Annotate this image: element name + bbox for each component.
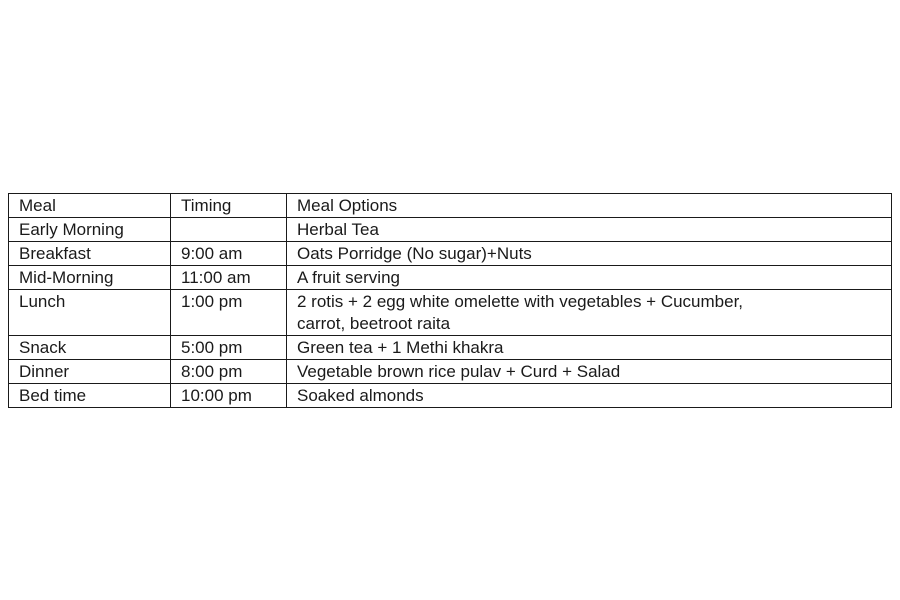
meal-cell: Early Morning: [9, 218, 171, 242]
table-header-row: [9, 194, 892, 218]
options-cell: Oats Porridge (No sugar)+Nuts: [287, 242, 892, 266]
options-line-1: 2 rotis + 2 egg white omelette with vegetables + Cucumber,: [297, 292, 744, 311]
timing-cell: 10:00 pm: [171, 384, 287, 408]
meal-cell: Mid-Morning: [9, 266, 171, 290]
table-row: [9, 384, 892, 408]
options-cell: [287, 290, 892, 336]
header-timing: Timing: [171, 194, 287, 218]
timing-cell: 1:00 pm: [171, 290, 287, 336]
options-cell: A fruit serving: [287, 266, 892, 290]
timing-cell: 11:00 am: [171, 266, 287, 290]
options-cell: Vegetable brown rice pulav + Curd + Salad: [287, 360, 892, 384]
timing-cell: 9:00 am: [171, 242, 287, 266]
timing-cell: 5:00 pm: [171, 336, 287, 360]
meal-plan-table: [8, 193, 892, 408]
meal-cell: Lunch: [9, 290, 171, 336]
meal-cell: Breakfast: [9, 242, 171, 266]
table-row: [9, 218, 892, 242]
options-cell: Soaked almonds: [287, 384, 892, 408]
table-row: [9, 336, 892, 360]
table-row: [9, 242, 892, 266]
options-cell: Green tea + 1 Methi khakra: [287, 336, 892, 360]
table-row: [9, 290, 892, 336]
timing-cell: [171, 218, 287, 242]
table-row: [9, 266, 892, 290]
header-meal-options: Meal Options: [287, 194, 892, 218]
table-row: [9, 360, 892, 384]
timing-cell: 8:00 pm: [171, 360, 287, 384]
meal-cell: Snack: [9, 336, 171, 360]
meal-cell: Bed time: [9, 384, 171, 408]
options-line-2: carrot, beetroot raita: [297, 314, 451, 333]
meal-cell: Dinner: [9, 360, 171, 384]
options-cell: Herbal Tea: [287, 218, 892, 242]
header-meal: Meal: [9, 194, 171, 218]
